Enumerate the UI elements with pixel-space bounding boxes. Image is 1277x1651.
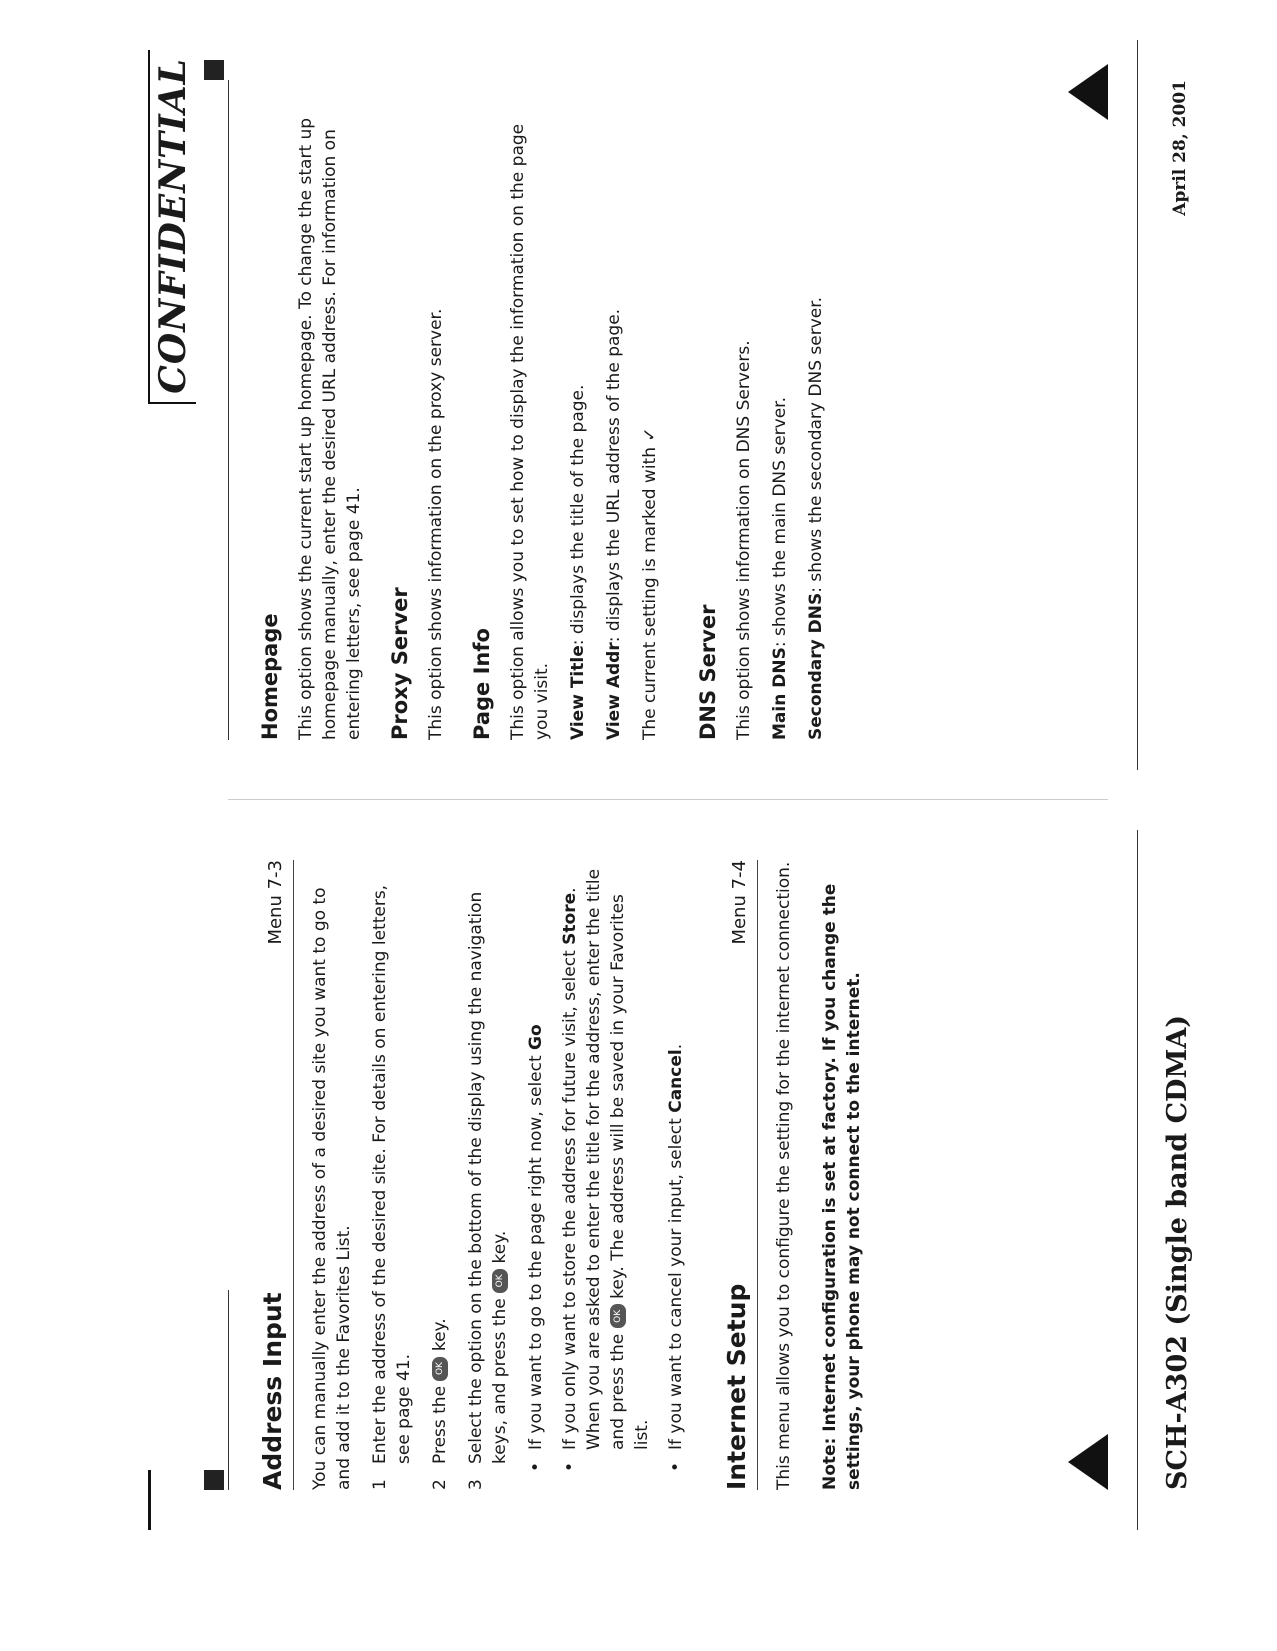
- page-info-title: Page Info: [470, 628, 494, 740]
- proxy-text: This option shows information on the proxy server.: [426, 308, 446, 740]
- homepage-text: This option shows the current start up homepage. To change the start up homepage manually, enter the desired URL address. For information on entering letters, see page 41.: [296, 117, 364, 740]
- bullet-go: [524, 860, 548, 1472]
- corner-mark: [148, 1470, 151, 1530]
- step-2: [428, 860, 452, 1490]
- step-1-number: 1: [370, 1479, 390, 1490]
- footer-model: SCH-A302 (Single band CDMA): [1162, 1014, 1193, 1490]
- bullet-icon: •: [666, 1461, 686, 1472]
- step-2-post: key.: [430, 1318, 450, 1352]
- address-input-title: Address Input: [258, 1292, 287, 1490]
- ok-key-icon: OK: [432, 1357, 448, 1381]
- internet-setup-note: Note: Internet configuration is set at factory. If you change the settings, your phone may not connect to the internet.: [820, 883, 864, 1490]
- header-rule-right: [228, 80, 229, 740]
- bullet-icon: •: [526, 1461, 546, 1472]
- confidential-stamp: CONFIDENTIAL: [148, 50, 196, 404]
- bullet-store-pre: If you only want to store the address for future visit, select: [560, 950, 580, 1450]
- bullet-cancel-pre: If you want to cancel your input, select: [666, 1118, 686, 1450]
- address-input-heading: [258, 860, 294, 1490]
- view-title-text: : displays the title of the page.: [568, 384, 588, 646]
- homepage-title: Homepage: [258, 613, 282, 740]
- next-page-arrow-icon: [1068, 64, 1108, 120]
- previous-page-arrow-icon: [1068, 1434, 1108, 1490]
- step-2-number: 2: [430, 1479, 450, 1490]
- header-badge-left: [204, 1470, 224, 1490]
- bullet-icon: •: [560, 1461, 580, 1472]
- footer-date: April 28, 2001: [1170, 80, 1190, 216]
- secondary-dns-line: [804, 100, 828, 740]
- footer-rule-right: [1137, 40, 1138, 770]
- step-1-text: Enter the address of the desired site. For details on entering letters, see page 41.: [370, 884, 414, 1464]
- internet-setup-menu-ref: Menu 7-4: [729, 860, 750, 945]
- bullet-store-bold: Store: [560, 892, 580, 945]
- dns-title: DNS Server: [696, 604, 720, 740]
- step-3-post: key.: [490, 1230, 510, 1264]
- view-title-line: [566, 100, 590, 740]
- internet-setup-intro: This menu allows you to configure the setting for the internet connection.: [774, 861, 794, 1490]
- address-input-menu-ref: Menu 7-3: [265, 860, 286, 945]
- step-3-number: 3: [466, 1479, 486, 1490]
- step-1: [368, 860, 416, 1490]
- footer-rule-left: [1137, 830, 1138, 1530]
- bullet-go-text: If you want to go to the page right now, select: [526, 1055, 546, 1450]
- main-dns-text: : shows the main DNS server.: [770, 397, 790, 648]
- secondary-dns-label: Secondary DNS: [806, 592, 826, 740]
- checkmark-icon: ✓: [640, 427, 660, 442]
- current-setting-text: The current setting is marked with: [640, 446, 660, 740]
- internet-setup-title: Internet Setup: [722, 1283, 751, 1490]
- bullet-go-bold: Go: [526, 1024, 546, 1050]
- view-addr-text: : displays the URL address of the page.: [604, 308, 624, 643]
- step-2-pre: Press the: [430, 1385, 450, 1464]
- header-badge-right: [204, 60, 224, 80]
- step-3-pre: Select the option on the bottom of the display using the navigation keys, and press the: [466, 891, 510, 1464]
- current-setting-line: [638, 100, 662, 740]
- bullet-store-post: key. The address will be saved in your Favorites list.: [608, 894, 652, 1450]
- ok-key-icon: OK: [610, 1304, 626, 1328]
- bullet-store: [558, 860, 654, 1472]
- main-dns-label: Main DNS: [770, 647, 790, 740]
- bullet-cancel-bold: Cancel: [666, 1049, 686, 1113]
- page-info-text: This option allows you to set how to display the information on the page you visit.: [508, 123, 552, 740]
- main-dns-line: [768, 100, 792, 740]
- column-divider: [228, 799, 1108, 800]
- left-column: [248, 860, 878, 1490]
- bullet-cancel: • If you want to cancel your input, select Cancel.: [666, 1043, 686, 1472]
- internet-setup-heading: [722, 860, 758, 1490]
- view-addr-line: [602, 100, 626, 740]
- step-3: [464, 860, 512, 1490]
- secondary-dns-text: : shows the secondary DNS server.: [806, 296, 826, 593]
- view-addr-label: View Addr: [604, 642, 624, 740]
- rotated-manual-page: [148, 40, 1208, 1530]
- proxy-title: Proxy Server: [388, 587, 412, 740]
- dns-text: This option shows information on DNS Servers.: [734, 340, 754, 740]
- address-input-intro: You can manually enter the address of a desired site you want to go to and add it to the Favorites List.: [310, 887, 354, 1490]
- view-title-label: View Title: [568, 645, 588, 740]
- bullet-store-mid: . When you are asked to enter the title for the address, enter the title and press the: [560, 868, 628, 1450]
- right-column: [248, 100, 840, 740]
- header-rule-left: [228, 1290, 229, 1490]
- ok-key-icon: OK: [492, 1269, 508, 1293]
